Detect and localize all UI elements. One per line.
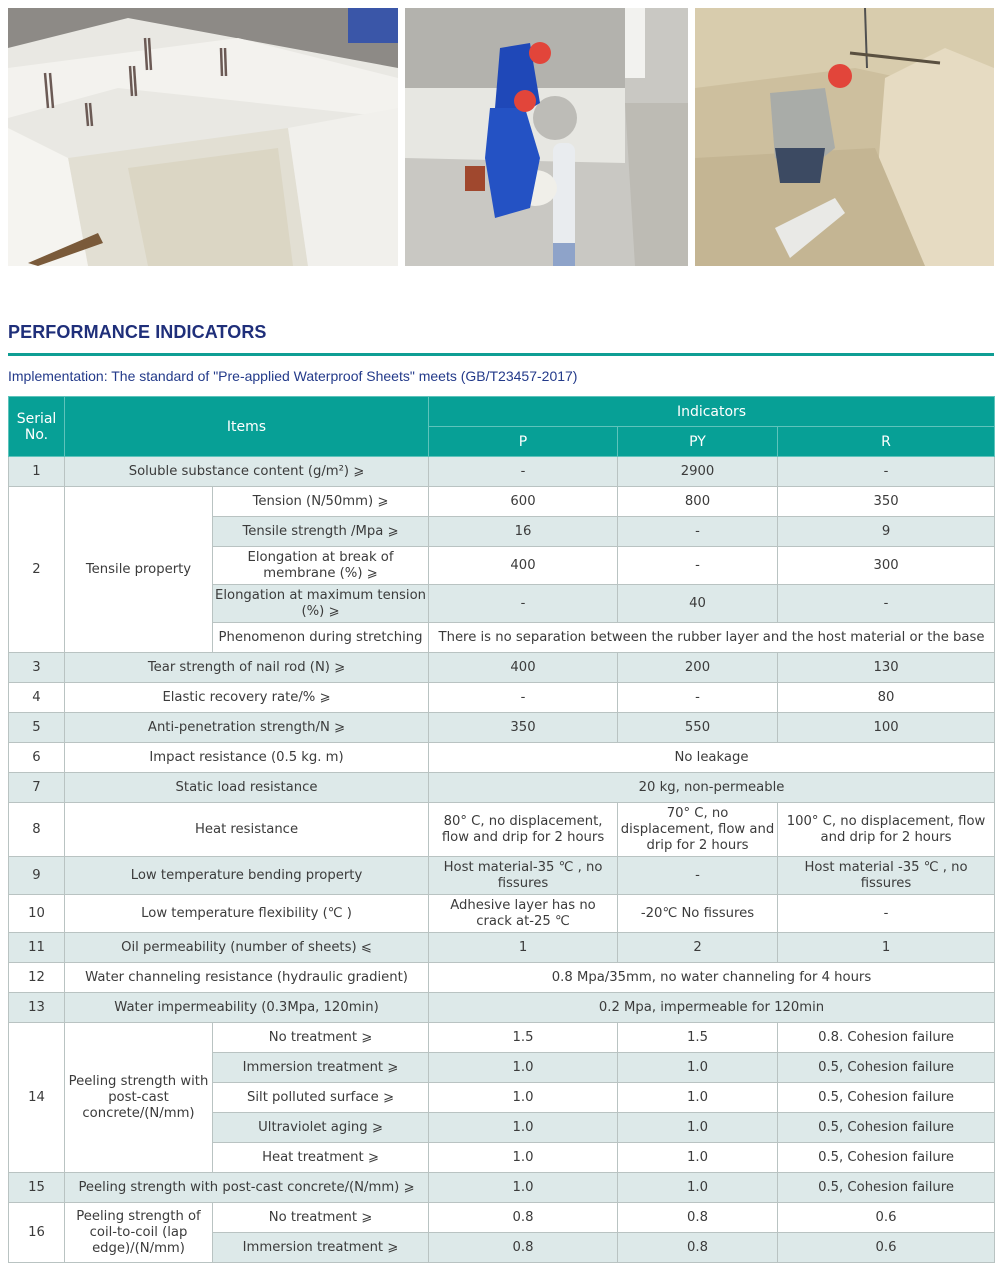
performance-indicators-table [8, 396, 995, 1263]
white-membrane-pit-photo [8, 8, 398, 266]
sub-item-name: Elongation at break of membrane (%) ⩾ [213, 547, 429, 585]
section-title: PERFORMANCE INDICATORS [8, 322, 267, 342]
value-py: - [618, 517, 778, 547]
value-py: 1.5 [618, 1023, 778, 1053]
value-py: 800 [618, 487, 778, 517]
table-row [9, 803, 995, 857]
workers-installing-membrane-photo [405, 8, 688, 266]
value-p: 1.5 [429, 1023, 618, 1053]
table-row [9, 487, 995, 517]
value-py: 550 [618, 713, 778, 743]
value-p: Adhesive layer has no crack at-25 ℃ [429, 895, 618, 933]
value-p: 1.0 [429, 1113, 618, 1143]
value-r: 0.6 [778, 1233, 995, 1263]
item-group: Peeling strength of coil-to-coil (lap edge)/(N/mm) [65, 1203, 213, 1263]
header-r: R [778, 427, 995, 457]
value-p: 350 [429, 713, 618, 743]
header-py: PY [618, 427, 778, 457]
sub-item-name: Ultraviolet aging ⩾ [213, 1113, 429, 1143]
serial-no: 10 [9, 895, 65, 933]
item-name: Water impermeability (0.3Mpa, 120min) [65, 993, 429, 1023]
value-r: - [778, 895, 995, 933]
value-py: 1.0 [618, 1113, 778, 1143]
value-p: Host material-35 ℃ , no fissures [429, 857, 618, 895]
item-name: Water channeling resistance (hydraulic gradient) [65, 963, 429, 993]
sub-item-name: Tensile strength /Mpa ⩾ [213, 517, 429, 547]
table-row [9, 1173, 995, 1203]
value-p: - [429, 585, 618, 623]
value-py: - [618, 683, 778, 713]
value-all: 0.8 Mpa/35mm, no water channeling for 4 hours [429, 963, 995, 993]
value-all: No leakage [429, 743, 995, 773]
table-row [9, 895, 995, 933]
value-r: Host material -35 ℃ , no fissures [778, 857, 995, 895]
value-r: 300 [778, 547, 995, 585]
value-r: 0.5, Cohesion failure [778, 1113, 995, 1143]
item-name: Peeling strength with post-cast concrete/(N/mm) ⩾ [65, 1173, 429, 1203]
item-name: Impact resistance (0.5 kg. m) [65, 743, 429, 773]
item-name: Anti-penetration strength/N ⩾ [65, 713, 429, 743]
serial-no: 2 [9, 487, 65, 653]
value-p: - [429, 457, 618, 487]
value-all: 0.2 Mpa, impermeable for 120min [429, 993, 995, 1023]
table-row [9, 1023, 995, 1053]
value-r: 130 [778, 653, 995, 683]
table-row [9, 743, 995, 773]
sub-item-name: Heat treatment ⩾ [213, 1143, 429, 1173]
table-row [9, 1203, 995, 1233]
value-py: 1.0 [618, 1053, 778, 1083]
serial-no: 9 [9, 857, 65, 895]
sub-item-name: Phenomenon during stretching [213, 623, 429, 653]
value-p: 1.0 [429, 1053, 618, 1083]
serial-no: 3 [9, 653, 65, 683]
serial-no: 11 [9, 933, 65, 963]
value-p: 1 [429, 933, 618, 963]
value-py: 2900 [618, 457, 778, 487]
table-row [9, 653, 995, 683]
table-row [9, 933, 995, 963]
item-name: Heat resistance [65, 803, 429, 857]
value-p: 16 [429, 517, 618, 547]
value-all: 20 kg, non-permeable [429, 773, 995, 803]
serial-no: 14 [9, 1023, 65, 1173]
table-row [9, 683, 995, 713]
value-r: - [778, 457, 995, 487]
sub-item-name: No treatment ⩾ [213, 1023, 429, 1053]
sub-item-name: Silt polluted surface ⩾ [213, 1083, 429, 1113]
header-p: P [429, 427, 618, 457]
value-all: There is no separation between the rubber layer and the host material or the base [429, 623, 995, 653]
value-p: 400 [429, 547, 618, 585]
table-row [9, 457, 995, 487]
value-p: 0.8 [429, 1203, 618, 1233]
item-name: Soluble substance content (g/m²) ⩾ [65, 457, 429, 487]
table-row [9, 963, 995, 993]
value-py: 0.8 [618, 1203, 778, 1233]
value-r: 0.6 [778, 1203, 995, 1233]
value-r: 100° C, no displacement, flow and drip for 2 hours [778, 803, 995, 857]
serial-no: 6 [9, 743, 65, 773]
item-name: Low temperature flexibility (℃ ) [65, 895, 429, 933]
sub-item-name: No treatment ⩾ [213, 1203, 429, 1233]
value-py: 1.0 [618, 1143, 778, 1173]
value-py: 1.0 [618, 1083, 778, 1113]
sub-item-name: Immersion treatment ⩾ [213, 1053, 429, 1083]
item-name: Elastic recovery rate/% ⩾ [65, 683, 429, 713]
value-p: 400 [429, 653, 618, 683]
value-py: 40 [618, 585, 778, 623]
value-r: 80 [778, 683, 995, 713]
value-p: 0.8 [429, 1233, 618, 1263]
serial-no: 13 [9, 993, 65, 1023]
value-r: 0.8. Cohesion failure [778, 1023, 995, 1053]
value-py: 0.8 [618, 1233, 778, 1263]
table-row [9, 773, 995, 803]
table-header-row [9, 397, 995, 427]
value-p: - [429, 683, 618, 713]
value-py: - [618, 857, 778, 895]
value-r: 1 [778, 933, 995, 963]
value-r: 0.5, Cohesion failure [778, 1053, 995, 1083]
table-row [9, 857, 995, 895]
value-r: 0.5, Cohesion failure [778, 1083, 995, 1113]
value-py: - [618, 547, 778, 585]
serial-no: 15 [9, 1173, 65, 1203]
value-p: 600 [429, 487, 618, 517]
implementation-standard-text: Implementation: The standard of "Pre-applied Waterproof Sheets" meets (GB/T23457-2017) [8, 368, 578, 384]
serial-no: 4 [9, 683, 65, 713]
value-r: 0.5, Cohesion failure [778, 1143, 995, 1173]
value-r: - [778, 585, 995, 623]
table-row [9, 713, 995, 743]
value-py: 70° C, no displacement, flow and drip for 2 hours [618, 803, 778, 857]
header-items: Items [65, 397, 429, 457]
value-r: 100 [778, 713, 995, 743]
value-r: 350 [778, 487, 995, 517]
sub-item-name: Immersion treatment ⩾ [213, 1233, 429, 1263]
title-underline [8, 353, 994, 356]
item-group: Tensile property [65, 487, 213, 653]
serial-no: 8 [9, 803, 65, 857]
item-group: Peeling strength with post-cast concrete/(N/mm) [65, 1023, 213, 1173]
value-p: 80° C, no displacement, flow and drip for 2 hours [429, 803, 618, 857]
item-name: Low temperature bending property [65, 857, 429, 895]
value-py: 1.0 [618, 1173, 778, 1203]
serial-no: 12 [9, 963, 65, 993]
serial-no: 7 [9, 773, 65, 803]
sub-item-name: Tension (N/50mm) ⩾ [213, 487, 429, 517]
item-name: Static load resistance [65, 773, 429, 803]
value-py: -20℃ No fissures [618, 895, 778, 933]
header-serial-no: Serial No. [9, 397, 65, 457]
serial-no: 5 [9, 713, 65, 743]
value-p: 1.0 [429, 1173, 618, 1203]
value-py: 2 [618, 933, 778, 963]
photo-strip [8, 8, 994, 266]
value-p: 1.0 [429, 1083, 618, 1113]
table-row [9, 993, 995, 1023]
header-indicators: Indicators [429, 397, 995, 427]
value-p: 1.0 [429, 1143, 618, 1173]
sub-item-name: Elongation at maximum tension (%) ⩾ [213, 585, 429, 623]
item-name: Tear strength of nail rod (N) ⩾ [65, 653, 429, 683]
worker-laying-sheet-photo [695, 8, 994, 266]
serial-no: 16 [9, 1203, 65, 1263]
value-r: 9 [778, 517, 995, 547]
value-py: 200 [618, 653, 778, 683]
value-r: 0.5, Cohesion failure [778, 1173, 995, 1203]
serial-no: 1 [9, 457, 65, 487]
item-name: Oil permeability (number of sheets) ⩽ [65, 933, 429, 963]
